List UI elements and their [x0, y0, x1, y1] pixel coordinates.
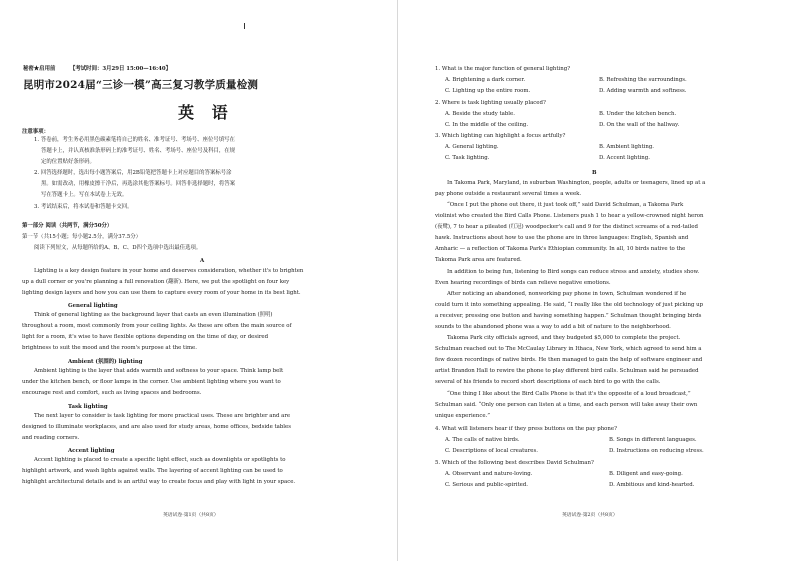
- note-line: 答题卡上，并认真核准条形码上的准考证号、姓名、考场号、座位号及科目，在规: [41, 148, 236, 155]
- note-line: 1. 答卷前，考生务必用黑色碳素笔将自己的姓名、准考证号、考场号、座位号填写在: [34, 137, 235, 143]
- secret-label: 秘密★启用前: [23, 66, 56, 72]
- text-line: light for a room, it's wise to have flexible options depending on the time of day, or desired: [22, 334, 269, 341]
- q3-option-c: C. Task lighting.: [445, 155, 490, 161]
- q5-option-a: A. Observant and nature-loving.: [445, 471, 533, 477]
- text-line: Ambient lighting is the layer that adds warmth and softness to your space. Think lamp belt: [34, 368, 284, 374]
- text-line: Accent lighting is placed to create a specific light effect, such as downlights or spotlights to: [34, 457, 286, 463]
- heading-ambient-lighting: Ambient (氛围的) lighting: [68, 359, 143, 365]
- exam-title: 昆明市2024届“三诊一模”高三复习教学质量检测: [23, 79, 259, 91]
- text-line: (夜鹭), 7 to hear a pileated (红冠) woodpecker's call and 9 for the distinct screams of a red-tailed: [435, 224, 698, 231]
- text-line: hawk. Instructions about how to use the phone are in three languages: English, Spanish and: [435, 235, 689, 242]
- q2-option-b: B. Under the kitchen bench.: [599, 111, 677, 117]
- q3-option-b: B. Ambient lighting.: [599, 144, 655, 150]
- ambient-paragraph: [22, 366, 283, 399]
- b-paragraph-5: [435, 333, 702, 388]
- question-1-stem: 1. What is the major function of general lighting?: [435, 66, 571, 72]
- exam-time: 【考试时间：3月29日 15:00—16:40】: [70, 66, 172, 72]
- question-5-stem: 5. Which of the following best describes David Schulman?: [435, 460, 594, 466]
- passage-a-label: A: [200, 258, 205, 264]
- text-line: lighting design layers and how you can use them to capture every room of your home in its best light.: [22, 290, 301, 297]
- part-1-heading: 第一部分 阅读（共两节，满分50分）: [22, 223, 113, 229]
- note-line: 黑。如需改动，用橡皮擦干净后，再选涂其他答案标号。回答非选择题时，将答案: [41, 181, 236, 188]
- q4-option-c: C. Descriptions of local creatures.: [445, 448, 538, 454]
- text-line: After noticing an abandoned, nonworking pay phone in town, Schulman wondered if he: [447, 291, 687, 297]
- text-line: In Takoma Park, Maryland, in suburban Washington, people, adults or teenagers, lined up at a: [447, 180, 706, 186]
- notes-list: [34, 135, 235, 213]
- q2-option-c: C. In the middle of the ceiling.: [445, 122, 529, 128]
- b-paragraph-6: [435, 389, 697, 422]
- q1-option-a: A. Brightening a dark corner.: [445, 77, 526, 83]
- passage-b-label: B: [592, 170, 597, 176]
- text-line: Schulman said. “Only one person can listen at a time, and each person will take away their own: [435, 402, 698, 409]
- q5-option-c: C. Serious and public-spirited.: [445, 482, 529, 488]
- accent-paragraph: [22, 455, 295, 488]
- text-line: “Once I put the phone out there, it just took off,” said David Schulman, a Takoma Park: [447, 202, 684, 208]
- text-line: encourage rest and comfort, such as living spaces and bedrooms.: [22, 390, 202, 397]
- intro-paragraph: [22, 266, 303, 299]
- text-line: Think of general lighting as the background layer that casts an even illumination (照明): [34, 312, 273, 318]
- b-paragraph-3: [435, 267, 699, 289]
- text-line: The next layer to consider is task lighting for more practical uses. These are brighter and are: [34, 413, 291, 419]
- note-line: 写在答题卡上。写在本试卷上无效。: [41, 192, 128, 199]
- text-line: up a dull corner or you're planning a full renovation (翻新). Here, we put the spotlight on four key: [22, 279, 290, 286]
- text-line: designed to illuminate workplaces, and are also used for study areas, home offices, bedside tables: [22, 424, 291, 431]
- page-1-footer: 英语试卷·第1页（共8页）: [163, 513, 219, 518]
- subject-title: 英 语: [178, 103, 234, 122]
- q5-option-d: D. Ambitious and kind-hearted.: [609, 482, 695, 488]
- heading-task-lighting: Task lighting: [68, 404, 108, 410]
- q1-option-b: B. Refreshing the surroundings.: [599, 77, 687, 83]
- text-line: In addition to being fun, listening to Bird songs can reduce stress and anxiety, studies show.: [447, 269, 700, 275]
- text-line: highlight artwork, and wash lights against walls. The layering of accent lighting can be used to: [22, 468, 283, 475]
- q3-option-a: A. General lighting.: [445, 144, 499, 150]
- text-line: a receiver, pressing one button and having something happen.” Schulman thought bringing birds: [435, 313, 702, 320]
- q2-option-d: D. On the wall of the hallway.: [599, 122, 680, 128]
- notes-heading: 注意事项：: [22, 129, 49, 135]
- q3-option-d: D. Accent lighting.: [599, 155, 650, 161]
- text-line: violinist who created the Bird Calls Phone. Listeners push 1 to hear a yellow-crowned night heron: [435, 213, 704, 220]
- text-line: under the kitchen bench, or floor lamps in the corner. Use ambient lighting where you want to: [22, 379, 281, 386]
- text-line: brightness to suit the mood and the room's purpose at the time.: [22, 345, 197, 352]
- note-line: 定的位置贴好条形码。: [41, 159, 95, 166]
- text-line: Even hearing recordings of birds can relieve negative emotions.: [435, 280, 611, 287]
- note-line: 2. 回答选择题时，选出每小题答案后，用2B铅笔把答题卡上对应题目的答案标号涂: [34, 170, 232, 177]
- question-3-stem: 3. Which lighting can highlight a focus artfully?: [435, 133, 566, 139]
- text-line: Takoma Park area are featured.: [435, 257, 522, 264]
- q4-option-d: D. Instructions on reducing stress.: [609, 448, 704, 454]
- text-line: highlight architectural details and is an artful way to create focus and play with light in your space.: [22, 479, 296, 486]
- text-line: and reading corners.: [22, 435, 80, 442]
- q4-option-b: B. Songs in different languages.: [609, 437, 697, 443]
- page-2-footer: 英语试卷·第2页（共8页）: [562, 513, 618, 518]
- text-line: Amharic — a reflection of Takoma Park's Ethiopian community. In all, 10 birds native to the: [435, 246, 686, 253]
- text-line: could turn it into something appealing. He said, “I really like the old technology of just picking up: [435, 302, 704, 309]
- b-paragraph-2: [435, 200, 704, 267]
- q4-option-a: A. The calls of native birds.: [445, 437, 520, 443]
- text-line: artist Brandon Hall to rewire the phone to play different bird calls. Schulman said he persuaded: [435, 368, 699, 375]
- text-line: unique experience.”: [435, 413, 491, 420]
- text-line: several of his friends to record short descriptions of each bird to go with the calls.: [435, 379, 661, 386]
- q1-option-d: D. Adding warmth and softness.: [599, 88, 687, 94]
- question-2-stem: 2. Where is task lighting usually placed?: [435, 100, 546, 106]
- text-line: pay phone outside a restaurant several times a week.: [435, 191, 582, 198]
- section-1-heading: 第一节（共15小题；每小题2.5分，满分37.5分）: [22, 234, 142, 240]
- text-line: Schulman reached out to The McCaulay Library in Ithaca, New York, which agreed to send him a: [435, 346, 702, 353]
- page-2: [397, 0, 794, 561]
- text-line: sounds to the abandoned phone was a way to add a bit of nature to the neighborhood.: [435, 324, 671, 331]
- text-line: Lighting is a key design feature in your home and deserves consideration, whether it's to brighten: [34, 268, 304, 274]
- question-4-stem: 4. What will listeners hear if they press buttons on the pay phone?: [435, 426, 617, 432]
- general-paragraph: [22, 310, 291, 354]
- task-paragraph: [22, 411, 291, 444]
- b-paragraph-4: [435, 289, 703, 333]
- text-line: throughout a room, most commonly from your ceiling lights. As these are often the main source of: [22, 323, 292, 330]
- heading-accent-lighting: Accent lighting: [68, 448, 115, 454]
- q5-option-b: B. Diligent and easy-going.: [609, 471, 683, 477]
- text-line: few dozen recordings of native birds. He then managed to gain the help of software engineer and: [435, 357, 703, 364]
- q1-option-c: C. Lighting up the entire room.: [445, 88, 531, 94]
- text-line: Takoma Park city officials agreed, and they budgeted $5,000 to complete the project.: [447, 335, 681, 341]
- heading-general-lighting: General lighting: [68, 303, 118, 309]
- text-line: “One thing I like about the Bird Calls Phone is that it's the opposite of a loud broadcast,”: [447, 391, 691, 397]
- section-1-instructions: 阅读下列短文，从每题所给的A、B、C、D四个选项中选出最佳选项。: [34, 245, 202, 251]
- b-paragraph-1: [435, 178, 705, 200]
- note-line: 3. 考试结束后，将本试卷和答题卡交回。: [34, 203, 133, 210]
- q2-option-a: A. Beside the study table.: [445, 111, 515, 117]
